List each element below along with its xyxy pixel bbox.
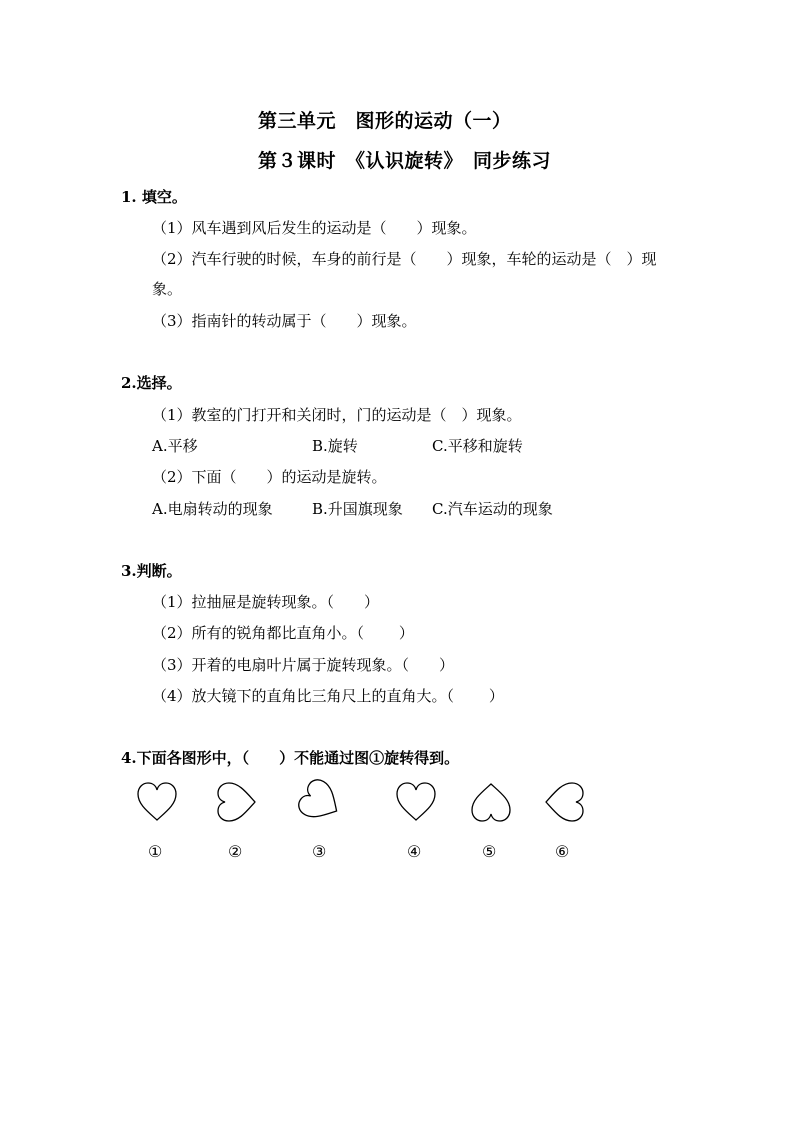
- figure-label-5: ⑤: [482, 842, 497, 861]
- figure-label-1: ①: [148, 842, 163, 861]
- q2-heading: 2.选择。: [121, 374, 182, 392]
- heart-figure-4: [394, 780, 438, 824]
- q4-heading: 4.下面各图形中，（ ）不能通过图①旋转得到。: [121, 749, 460, 767]
- q3-item-1: （1）拉抽屉是旋转现象。（ ）: [152, 593, 380, 611]
- q3-item-2: （2）所有的锐角都比直角小。（ ）: [152, 624, 414, 642]
- heart-figure-1: [135, 780, 179, 824]
- q1-heading: 1. 填空。: [121, 188, 187, 206]
- q1-item-3: （3）指南针的转动属于（ ）现象。: [152, 312, 417, 330]
- q2-option-2b: B.升国旗现象: [312, 500, 403, 518]
- heart-figure-2: [215, 780, 259, 824]
- q3-heading: 3.判断。: [121, 562, 182, 580]
- q2-option-1b: B.旋转: [312, 437, 358, 455]
- q3-item-4: （4）放大镜下的直角比三角尺上的直角大。（ ）: [152, 687, 504, 705]
- q1-item-2-cont: 象。: [152, 280, 183, 298]
- title-line-2: 第３课时 《认识旋转》 同步练习: [258, 150, 552, 172]
- figure-label-6: ⑥: [555, 842, 570, 861]
- q1-item-1: （1）风车遇到风后发生的运动是（ ）现象。: [152, 219, 477, 237]
- figure-label-3: ③: [312, 842, 327, 861]
- figure-label-2: ②: [228, 842, 243, 861]
- q2-option-1c: C.平移和旋转: [432, 437, 523, 455]
- q3-item-3: （3）开着的电扇叶片属于旋转现象。（ ）: [152, 656, 455, 674]
- q2-option-2c: C.汽车运动的现象: [432, 500, 553, 518]
- heart-figure-5: [469, 780, 513, 824]
- q1-item-2: （2）汽车行驶的时候，车身的前行是（ ）现象，车轮的运动是（ ）现: [152, 250, 657, 268]
- heart-figure-6: [542, 780, 586, 824]
- q2-item-2: （2）下面（ ）的运动是旋转。: [152, 468, 387, 486]
- q2-option-2a: A.电扇转动的现象: [152, 500, 273, 518]
- q2-option-1a: A.平移: [152, 437, 198, 455]
- q2-item-1: （1）教室的门打开和关闭时，门的运动是（ ）现象。: [152, 406, 522, 424]
- heart-figure-3: [299, 780, 343, 824]
- title-line-1: 第三单元 图形的运动（一）: [258, 110, 512, 132]
- figure-label-4: ④: [407, 842, 422, 861]
